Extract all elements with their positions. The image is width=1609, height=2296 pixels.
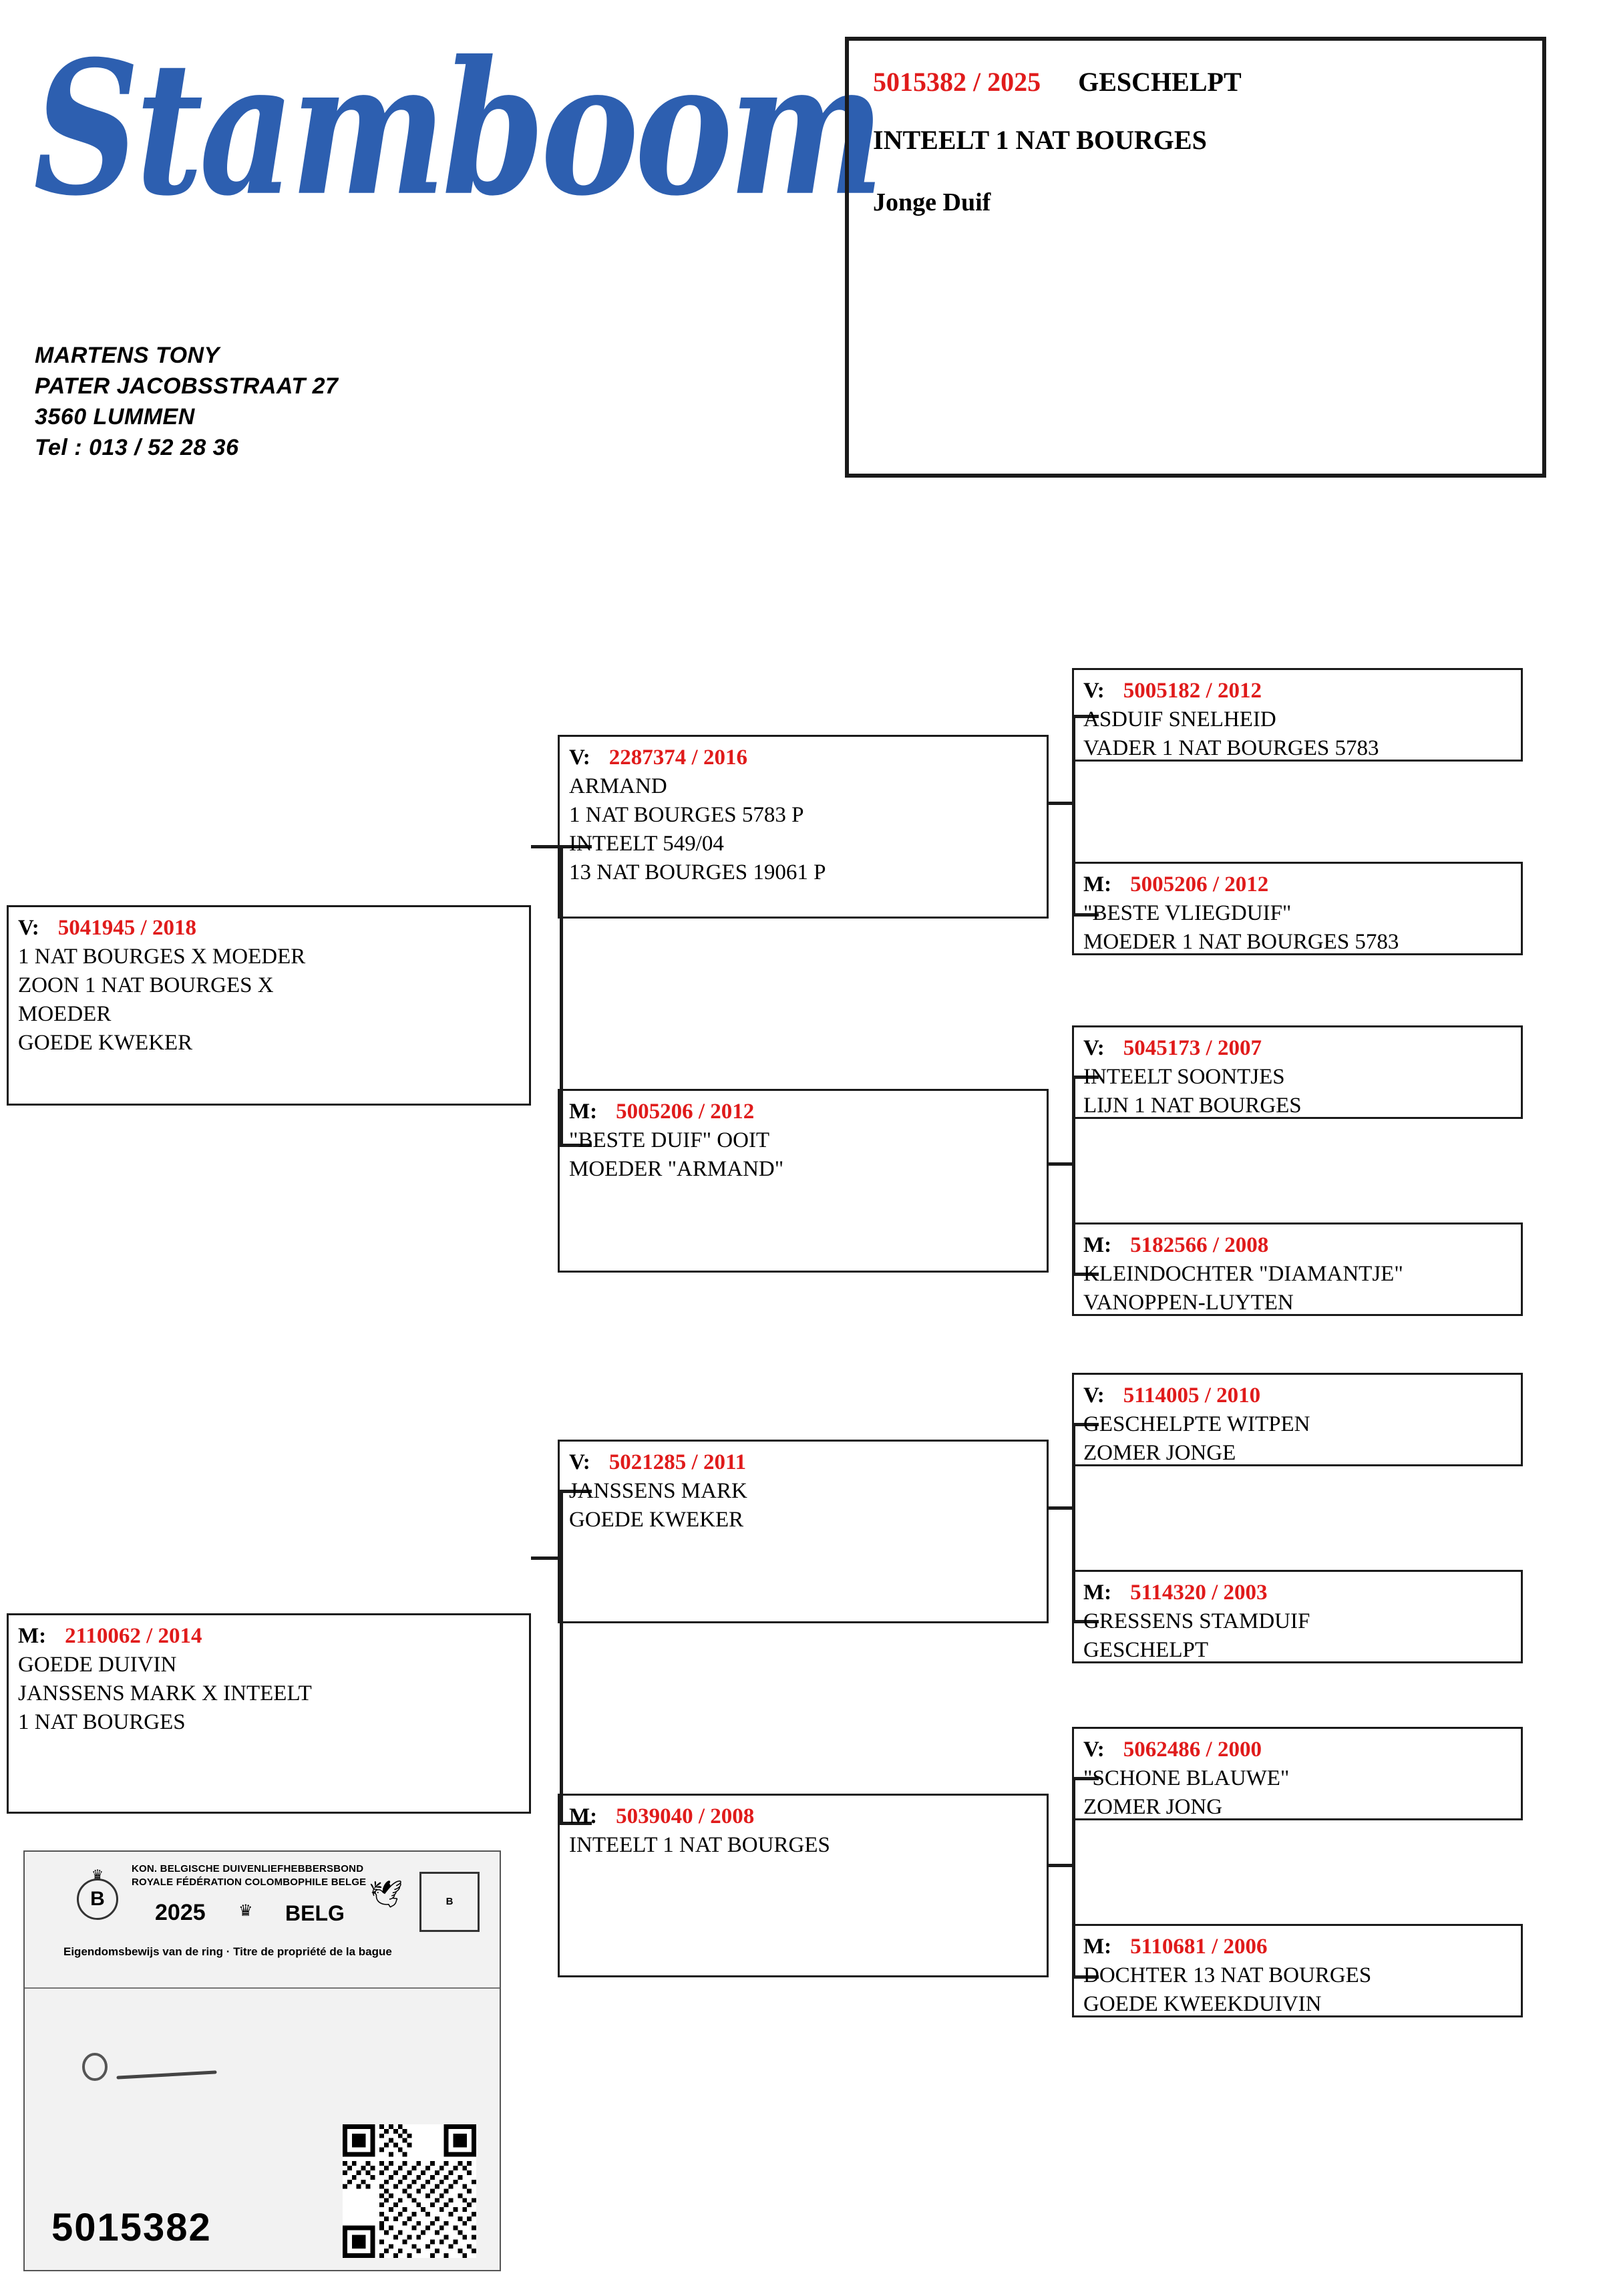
pedigree-header [569, 1802, 1037, 1831]
crown-icon: ♛ [238, 1903, 253, 1920]
federation-line-fr: ROYALE FÉDÉRATION COLOMBOPHILE BELGE [132, 1876, 367, 1889]
subject-type: Jonge Duif [873, 188, 991, 216]
logo-text: Stamboom [33, 20, 880, 236]
federation-name [132, 1862, 366, 1890]
pedigree-header [569, 744, 1037, 772]
pedigree-line: GOEDE KWEEKDUIVIN [1083, 1991, 1322, 2016]
pedigree-header [569, 1098, 1037, 1126]
certificate-country: BELG [285, 1901, 345, 1925]
owner-phone: Tel : 013 / 52 28 36 [35, 434, 239, 460]
ring-number: 5039040 / 2008 [616, 1804, 755, 1828]
pedigree-line: GESCHELPTE WITPEN [1083, 1412, 1310, 1436]
owner-city: 3560 LUMMEN [35, 403, 195, 430]
pedigree-box-mother-mother-father [1072, 1727, 1523, 1820]
pedigree-box-mother-father-mother [1072, 1570, 1523, 1663]
pedigree-box-father-mother-mother [1072, 1222, 1523, 1316]
pedigree-box-mother-father-father [1072, 1373, 1523, 1466]
pedigree-header [1083, 1381, 1511, 1410]
pedigree-line: "BESTE DUIF" OOIT [569, 1128, 770, 1152]
ring-number: 5114005 / 2010 [1123, 1383, 1261, 1408]
pedigree-line: INTEELT SOONTJES [1083, 1064, 1285, 1089]
pedigree-box-father-father-father [1072, 668, 1523, 762]
ring-number: 5005206 / 2012 [616, 1100, 755, 1124]
pedigree-line: ZOMER JONGE [1083, 1440, 1236, 1465]
connector [1049, 1162, 1075, 1166]
pedigree-box-father-mother-father [1072, 1025, 1523, 1119]
sex-label: M: [18, 1624, 47, 1648]
sex-label: V: [1083, 679, 1105, 703]
sex-label: M: [569, 1100, 598, 1124]
pedigree-line: MOEDER "ARMAND" [569, 1156, 784, 1181]
certificate-ring-number: 5015382 [51, 2206, 212, 2249]
sex-label: V: [1083, 1738, 1105, 1762]
pedigree-header [1083, 1579, 1511, 1607]
owner-address-block [35, 341, 338, 464]
certificate-header [25, 1852, 500, 1989]
pedigree-box-father [7, 905, 531, 1106]
sex-label: V: [569, 1450, 590, 1474]
sex-label: V: [569, 746, 590, 770]
pedigree-line: JANSSENS MARK X INTEELT [18, 1681, 312, 1705]
pedigree-line: ASDUIF SNELHEID [1083, 707, 1276, 731]
ring-number: 5005206 / 2012 [1130, 872, 1269, 896]
ring-number: 2287374 / 2016 [608, 746, 747, 770]
pedigree-line: VANOPPEN-LUYTEN [1083, 1290, 1294, 1315]
pedigree-line: 13 NAT BOURGES 19061 P [569, 860, 826, 884]
pedigree-line: VADER 1 NAT BOURGES 5783 [1083, 735, 1379, 760]
subject-ring-number: 5015382 / 2025 [873, 67, 1041, 97]
ring-number: 5045173 / 2007 [1123, 1036, 1262, 1060]
owner-street: PATER JACOBSSTRAAT 27 [35, 373, 339, 399]
ring-number: 5005182 / 2012 [1123, 679, 1262, 703]
pedigree-header [18, 914, 520, 943]
sex-label: V: [18, 916, 39, 940]
ring-number: 5110681 / 2006 [1130, 1935, 1268, 1959]
connector [1049, 1506, 1075, 1510]
sex-label: M: [1083, 1581, 1112, 1605]
subject-pigeon-box [845, 37, 1546, 478]
ring-number: 5182566 / 2008 [1130, 1233, 1269, 1257]
sex-label: V: [1083, 1036, 1105, 1060]
pedigree-box-mother-father [558, 1440, 1049, 1623]
ring-number: 5041945 / 2018 [57, 916, 196, 940]
pedigree-header [1083, 870, 1511, 899]
pedigree-line: INTEELT 549/04 [569, 831, 724, 856]
pedigree-header [1083, 1231, 1511, 1260]
pedigree-line: ZOMER JONG [1083, 1794, 1223, 1819]
connector [1049, 1864, 1075, 1867]
ring-number: 5062486 / 2000 [1123, 1738, 1262, 1762]
ring-number: 2110062 / 2014 [65, 1624, 202, 1648]
pedigree-header [1083, 1736, 1511, 1764]
certificate-subtitle: Eigendomsbewijs van de ring · Titre de propriété de la bague [63, 1945, 392, 1958]
certificate-year: 2025 [155, 1900, 206, 1925]
pedigree-line: MOEDER [18, 1001, 112, 1026]
federation-stamp-icon: B [419, 1872, 480, 1932]
subject-name: GESCHELPT [1078, 67, 1242, 97]
qr-code [343, 2124, 476, 2258]
pedigree-box-father-mother [558, 1089, 1049, 1273]
pedigree-line: 1 NAT BOURGES 5783 P [569, 802, 804, 827]
pedigree-header [1083, 1034, 1511, 1063]
pedigree-line: GOEDE KWEKER [569, 1507, 744, 1532]
owner-name: MARTENS TONY [35, 343, 220, 368]
subject-ring-line [873, 66, 1518, 98]
stamboom-logo [20, 20, 880, 287]
pedigree-box-mother-mother-mother [1072, 1924, 1523, 2017]
pedigree-line: GRESSENS STAMDUIF [1083, 1609, 1310, 1633]
ring-number: 5021285 / 2011 [608, 1450, 747, 1474]
pedigree-line: ZOON 1 NAT BOURGES X [18, 973, 274, 997]
sex-label: M: [569, 1804, 598, 1828]
pedigree-line: GOEDE KWEKER [18, 1030, 193, 1055]
sex-label: V: [1083, 1383, 1105, 1408]
pedigree-line: 1 NAT BOURGES X MOEDER [18, 944, 306, 969]
pedigree-line: LIJN 1 NAT BOURGES [1083, 1093, 1302, 1118]
federation-seal-icon: B [77, 1878, 118, 1920]
pedigree-line: 1 NAT BOURGES [18, 1709, 186, 1734]
pedigree-box-father-father-mother [1072, 862, 1523, 955]
ring-photo [75, 2052, 248, 2092]
pedigree-box-mother [7, 1613, 531, 1814]
pedigree-line: INTEELT 1 NAT BOURGES [569, 1832, 830, 1857]
pedigree-header [1083, 677, 1511, 705]
pedigree-line: DOCHTER 13 NAT BOURGES [1083, 1963, 1372, 1987]
pedigree-line: JANSSENS MARK [569, 1478, 747, 1503]
pedigree-line: KLEINDOCHTER "DIAMANTJE" [1083, 1261, 1403, 1286]
pedigree-line: ARMAND [569, 774, 667, 798]
pedigree-line: MOEDER 1 NAT BOURGES 5783 [1083, 929, 1399, 954]
pedigree-header [569, 1448, 1037, 1477]
pedigree-header [1083, 1933, 1511, 1961]
pigeon-icon: 🕊 [369, 1879, 403, 1909]
federation-line-nl: KON. BELGISCHE DUIVENLIEFHEBBERSBOND [132, 1863, 364, 1874]
subject-subtitle: INTEELT 1 NAT BOURGES [873, 125, 1207, 155]
sex-label: M: [1083, 872, 1112, 896]
pedigree-box-father-father [558, 735, 1049, 919]
ring-ownership-certificate [23, 1850, 501, 2271]
sex-label: M: [1083, 1233, 1112, 1257]
sex-label: M: [1083, 1935, 1112, 1959]
pedigree-header [18, 1622, 520, 1651]
pedigree-line: GESCHELPT [1083, 1637, 1209, 1662]
pedigree-line: "BESTE VLIEGDUIF" [1083, 900, 1292, 925]
pedigree-line: "SCHONE BLAUWE" [1083, 1766, 1290, 1790]
crown-icon: ♛ [92, 1868, 104, 1882]
pedigree-line: GOEDE DUIVIN [18, 1652, 177, 1677]
connector [1049, 802, 1075, 805]
ring-number: 5114320 / 2003 [1130, 1581, 1268, 1605]
pedigree-box-mother-mother [558, 1794, 1049, 1977]
